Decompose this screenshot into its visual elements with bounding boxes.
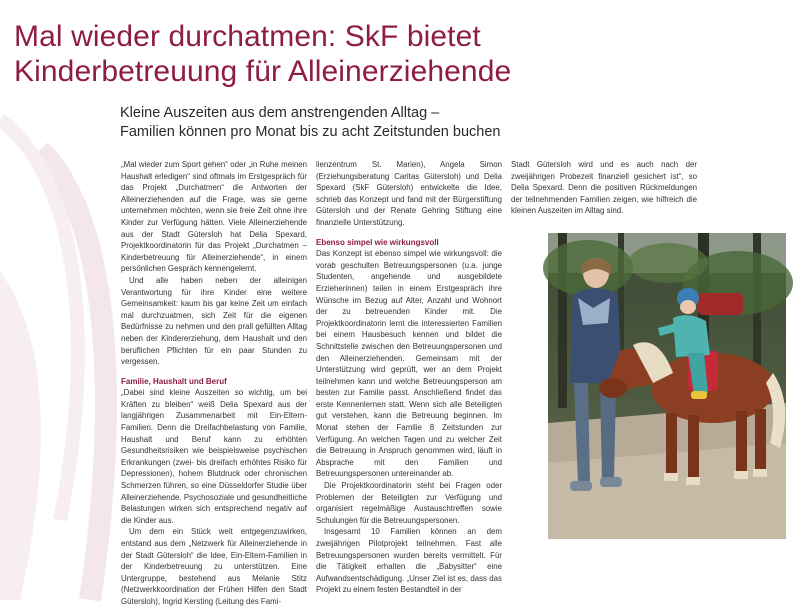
article-title-line-2: Kinderbetreuung für Alleinerziehende [14, 55, 512, 88]
text-column-1 [121, 159, 307, 608]
paragraph: Um dem ein Stück weit entgegenzuwirken, entstand aus dem „Netzwerk für Alleinerziehende in der Stadt Gütersloh“ die Idee, Ein-Eltern-Familien in der Kinderbetreuung zu unterstützen. Eine Untergruppe, bestehend aus Melanie Stitz (Netzwerkkoordination der Frühen Hilfen den Stadt Gütersloh), Ingrid Kersting (Leitung des Fami- [121, 527, 307, 606]
article-title [14, 19, 574, 89]
paragraph: „Mal wieder zum Sport gehen“ oder „in Ruhe meinen Haushalt erledigen“ sind oftmals im Erstgespräch für das Projekt „Durchatmen“ die Antworten der Alleinerziehenden auf die Frage, was sie gerne unternehmen möchten, wenn sie freie Zeit ohne ihre Kinder zur Verfügung hätten. Viele Alleinerziehende aus der Stadt Gütersloh hat Delia Spexard, Projektkoordinatorin für das Projekt „Durchatmen – Kinderbetreuung für Alleinerziehende“, in einem persönlichen Gespräch kennengelernt. [121, 160, 307, 274]
text-column-3 [511, 159, 697, 217]
paragraph: Und alle haben neben der alleinigen Verantwortung für ihre Kinder eine weitere Gemeinsamkeit: kaum bis gar keine Zeit um einfach mal durchzuatmen, sich Zeit für die eigenen Bedürfnisse zu nehmen und den prall gefüllten Alltag neben der Kindererziehung, dem Haushalt und den beruflichen Pflichten für ein paar Stunden zu vergessen. [121, 275, 307, 367]
section-heading: Familie, Haushalt und Beruf [121, 376, 227, 386]
photo-child-on-pony [548, 233, 786, 539]
paragraph: lienzentrum St. Marien), Angela Simon (Erziehungsberatung Caritas Gütersloh) und Delia Spexard (SkF Gütersloh) entwickelte die Idee, schrieb das Konzept und fand mit der Bürgerstiftung Gütersloh und der Renate Gehring Stiftung eine finanzielle Unterstützung. [316, 160, 502, 227]
article-subtitle-line-1: Kleine Auszeiten aus dem anstrengenden Alltag – [120, 105, 440, 121]
text-column-2 [316, 159, 502, 596]
article-title-line-1: Mal wieder durchatmen: SkF bietet [14, 20, 481, 53]
article-subtitle-line-2: Familien können pro Monat bis zu acht Zeitstunden buchen [120, 124, 501, 140]
paragraph: Insgesamt 10 Familien können an dem zweijährigen Pilotprojekt teilnehmen. Fast alle Betreuungspersonen wurden bereits vermittelt. Für die Tätigkeit erhalten die „Babysitter“ eine Aufwandsentschädigung. „Unser Ziel ist es, dass das Projekt zu einem festen Bestandteil in der [316, 527, 502, 595]
paragraph: Die Projektkoordinatorin steht bei Fragen oder Problemen der Beteiligten zur Verfügung und organisiert regelmäßige Austauschtreffen sowie Schulungen für die Betreuungspersonen. [316, 481, 502, 525]
article-subtitle [120, 104, 540, 142]
paragraph: Das Konzept ist ebenso simpel wie wirkungsvoll: die vorab geschulten Betreuungspersonen (u.a. junge Studenten, angehende und ausgebildete Erzieherinnen) teilen in einem Erstgespräch ihre Wünsche im Bezug auf Alter, Anzahl und Wohnort der zu betreuenden Kinder mit. Die Projektkoordinatorin lernt die interessierten Familien bei einem Hausbesuch kennen und bildet die Schnittstelle zwischen den Betreuungspersonen und den Alleinerziehenden. Gemeinsam mit der Unterstützung wird geprüft, wer an dem Projekt teilnehmen kann und welche Betreuungsperson am besten zur Familie passt. Anschließend findet das erste Kennenlernen statt. Wenn sich alle Beteiligten gut verstehen, kann die Betreuung beginnen. Im Monat stehen der Familie 8 Zeitstunden zur Verfügung. An welchen Tagen und zu welcher Zeit die Betreuung in Anspruch genommen wird, läuft in Absprache mit den Familien und Betreuungspersonen untereinander ab. [316, 249, 502, 479]
paragraph: Stadt Gütersloh wird und es auch nach der zweijährigen Probezeit finanziell gesichert ist“, so Delia Spexard. Denn die positiven Rückmeldungen der teilnehmenden Familien zeigen, wie hilfreich die kleinen Auszeiten im Alltag sind. [511, 160, 697, 216]
paragraph: „Dabei sind kleine Auszeiten so wichtig, um bei Kräften zu bleiben“ weiß Delia Spexard aus der langjährigen Zusammenarbeit mit Ein-Eltern-Familien. Denn die Dreifachbelastung von Familie, Haushalt und Beruf kann zu erhöhten Gesundheitsrisiken wie beispielsweise psychischen Erkrankungen (zwei- bis dreifach erhöhtes Risiko für Depressionen), hohem Blutdruck oder chronischen Schmerzen führen, so eine Düsseldorfer Studie über Alleinerziehende. Psychosoziale und gesundheitliche Belastungen wirken sich entsprechend negativ auf die Kinder aus. [121, 388, 307, 525]
section-heading: Ebenso simpel wie wirkungsvoll [316, 237, 439, 247]
